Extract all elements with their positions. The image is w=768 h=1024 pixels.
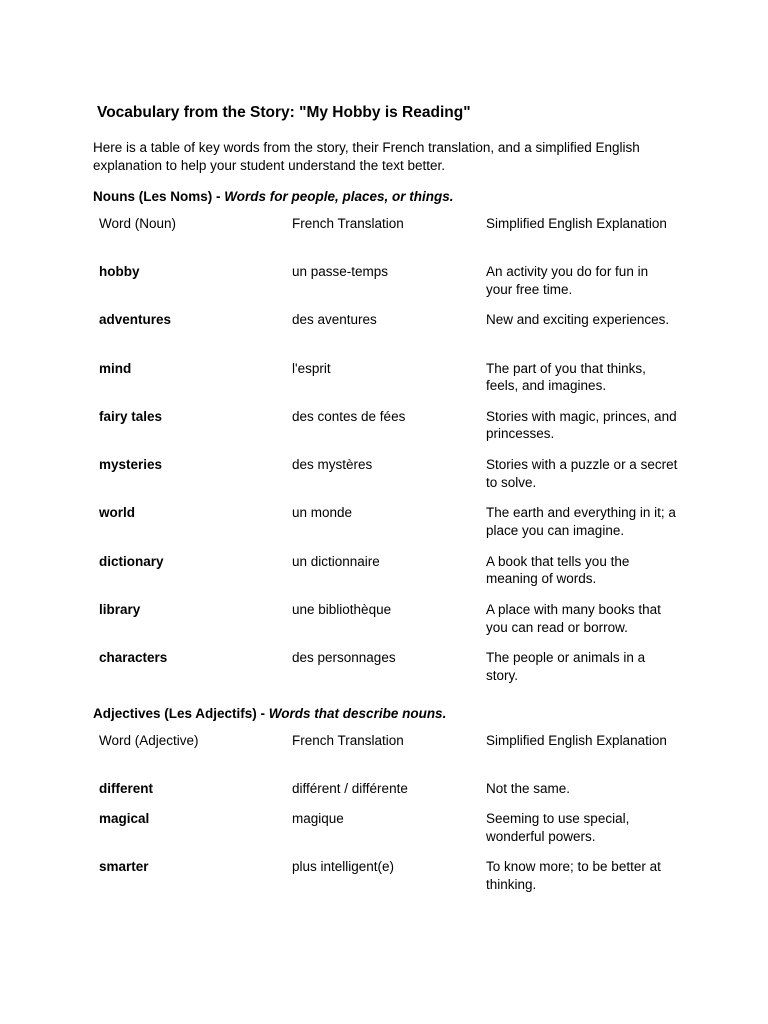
vocab-word: smarter bbox=[99, 859, 149, 875]
french-translation: des mystères bbox=[292, 457, 373, 473]
nouns-heading-description: Words for people, places, or things. bbox=[224, 189, 454, 204]
column-header-word: Word (Adjective) bbox=[99, 733, 199, 748]
table-row bbox=[99, 408, 689, 456]
english-explanation: Stories with a puzzle or a secret to solve. bbox=[486, 457, 678, 490]
table-row bbox=[99, 263, 689, 311]
vocab-word: mysteries bbox=[99, 457, 163, 473]
english-explanation: Stories with magic, princes, and princesses. bbox=[486, 408, 677, 442]
french-translation: un dictionnaire bbox=[292, 553, 380, 569]
french-translation: l'esprit bbox=[292, 360, 331, 376]
english-explanation: To know more; to be better at thinking. bbox=[486, 859, 661, 892]
vocab-word: fairy tales bbox=[99, 408, 163, 424]
page-title: Vocabulary from the Story: "My Hobby is Reading" bbox=[97, 104, 471, 121]
english-explanation: An activity you do for fun in your free time. bbox=[486, 264, 649, 297]
english-explanation: Not the same. bbox=[486, 781, 571, 796]
table-row bbox=[99, 601, 689, 649]
table-row bbox=[99, 456, 689, 504]
french-translation: un monde bbox=[292, 505, 353, 521]
table-row bbox=[99, 810, 689, 858]
column-header-explanation: Simplified English Explanation bbox=[486, 216, 667, 231]
table-header-row bbox=[99, 215, 689, 263]
english-explanation: A place with many books that you can read or borrow. bbox=[486, 602, 661, 635]
table-row bbox=[99, 553, 689, 601]
vocab-word: adventures bbox=[99, 312, 172, 328]
table-row bbox=[99, 780, 689, 810]
french-translation: une bibliothèque bbox=[292, 602, 392, 618]
french-translation: des personnages bbox=[292, 650, 396, 666]
vocab-word: library bbox=[99, 602, 141, 618]
nouns-heading-label: Nouns (Les Noms) - bbox=[93, 189, 225, 204]
french-translation: un passe-temps bbox=[292, 264, 389, 279]
french-translation: différent / différente bbox=[292, 781, 408, 796]
vocab-word: characters bbox=[99, 650, 168, 666]
table-row bbox=[99, 858, 689, 906]
column-header-word: Word (Noun) bbox=[99, 216, 177, 231]
vocab-word: hobby bbox=[99, 264, 140, 279]
english-explanation: The part of you that thinks, feels, and imagines. bbox=[486, 360, 646, 394]
intro-paragraph: Here is a table of key words from the story, their French translation, and a simplified English explanation to help your student understand the text better. bbox=[93, 140, 640, 173]
adjectives-heading-label: Adjectives (Les Adjectifs) - bbox=[93, 706, 269, 721]
english-explanation: Seeming to use special, wonderful powers. bbox=[486, 811, 630, 844]
vocab-word: mind bbox=[99, 360, 132, 376]
english-explanation: The people or animals in a story. bbox=[486, 650, 646, 683]
table-row bbox=[99, 360, 689, 408]
adjectives-table bbox=[99, 732, 689, 907]
adjectives-section-heading bbox=[93, 706, 446, 721]
column-header-explanation: Simplified English Explanation bbox=[486, 733, 667, 748]
nouns-section-heading bbox=[93, 189, 454, 204]
french-translation: des contes de fées bbox=[292, 408, 406, 424]
french-translation: magique bbox=[292, 811, 344, 826]
vocab-word: world bbox=[99, 505, 135, 521]
table-row bbox=[99, 649, 689, 697]
english-explanation: New and exciting experiences. bbox=[486, 312, 670, 328]
table-header-row bbox=[99, 732, 689, 780]
vocab-word: different bbox=[99, 781, 153, 796]
english-explanation: The earth and everything in it; a place you can imagine. bbox=[486, 505, 676, 538]
vocab-word: dictionary bbox=[99, 553, 164, 569]
table-row bbox=[99, 504, 689, 552]
nouns-table bbox=[99, 215, 689, 698]
column-header-french: French Translation bbox=[292, 216, 404, 231]
vocab-word: magical bbox=[99, 811, 150, 826]
french-translation: plus intelligent(e) bbox=[292, 859, 395, 875]
english-explanation: A book that tells you the meaning of words. bbox=[486, 553, 630, 587]
adjectives-heading-description: Words that describe nouns. bbox=[268, 706, 447, 721]
column-header-french: French Translation bbox=[292, 733, 404, 748]
french-translation: des aventures bbox=[292, 312, 377, 328]
table-row bbox=[99, 311, 689, 359]
